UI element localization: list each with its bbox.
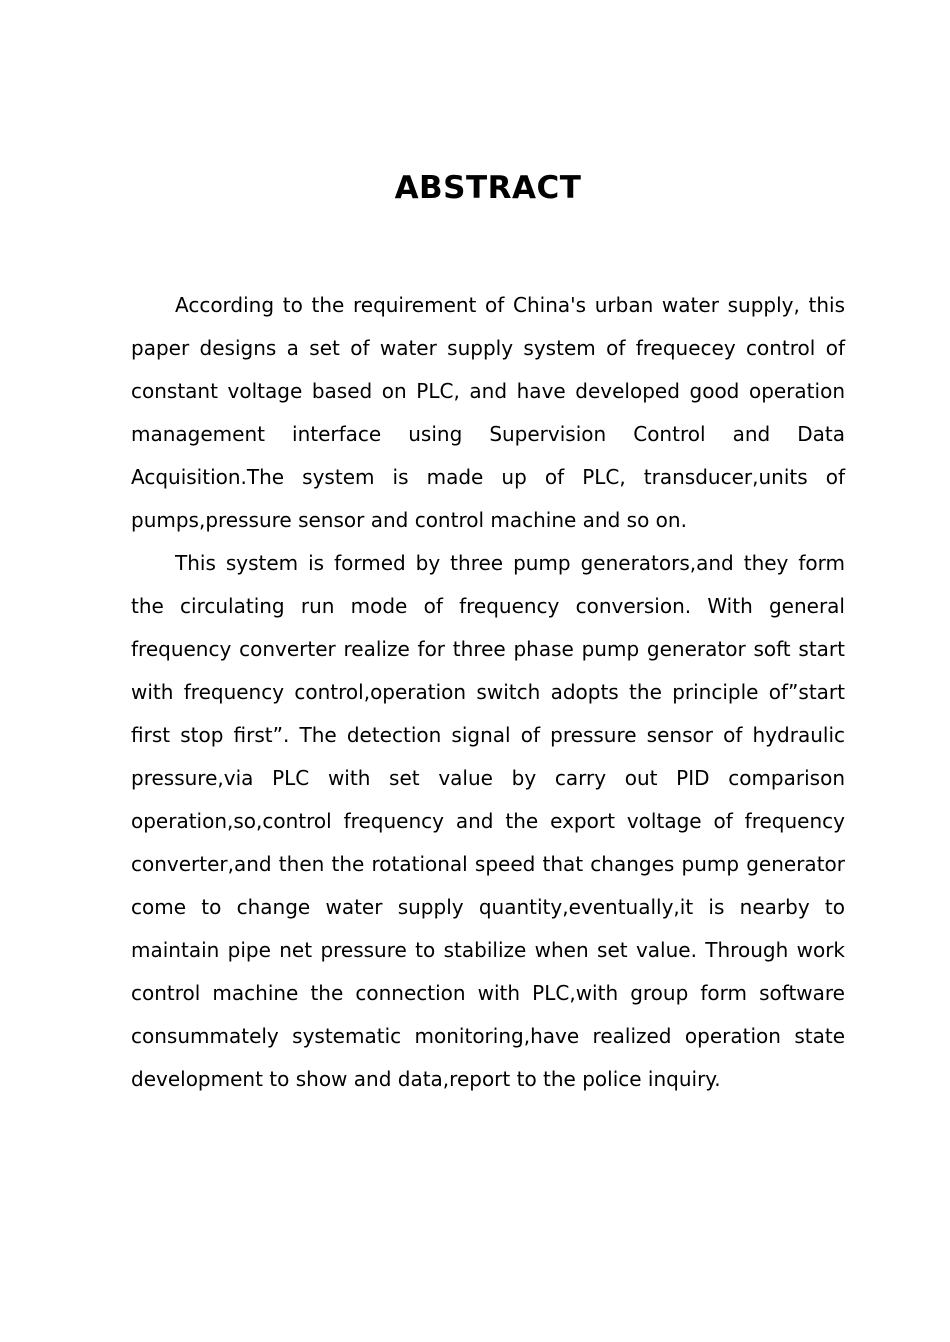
abstract-paragraph-2: This system is formed by three pump generators,and they form the circulating run mode of frequency conversion. With general frequency converter realize for three phase pump generator soft start with frequency control,operation switch adopts the principle of”start first stop first”. The detection signal of pressure sensor of hydraulic pressure,via PLC with set value by carry out PID comparison operation,so,control frequency and the export voltage of frequency converter,and then the rotational speed that changes pump generator come to change water supply quantity,eventually,it is nearby to maintain pipe net pressure to stabilize when set value. Through work control machine the connection with PLC,with group form software consummately systematic monitoring,have realized operation state development to show and data,report to the police inquiry. bbox=[131, 551, 845, 1091]
page-title: ABSTRACT bbox=[394, 169, 582, 206]
abstract-paragraph-1: According to the requirement of China's urban water supply, this paper designs a set of water supply system of frequecey control of constant voltage based on PLC, and have developed good operation management interface using Supervision Control and Data Acquisition.The system is made up of PLC, transducer,units of pumps,pressure sensor and control machine and so on. bbox=[131, 293, 845, 532]
abstract-body bbox=[131, 284, 845, 1101]
